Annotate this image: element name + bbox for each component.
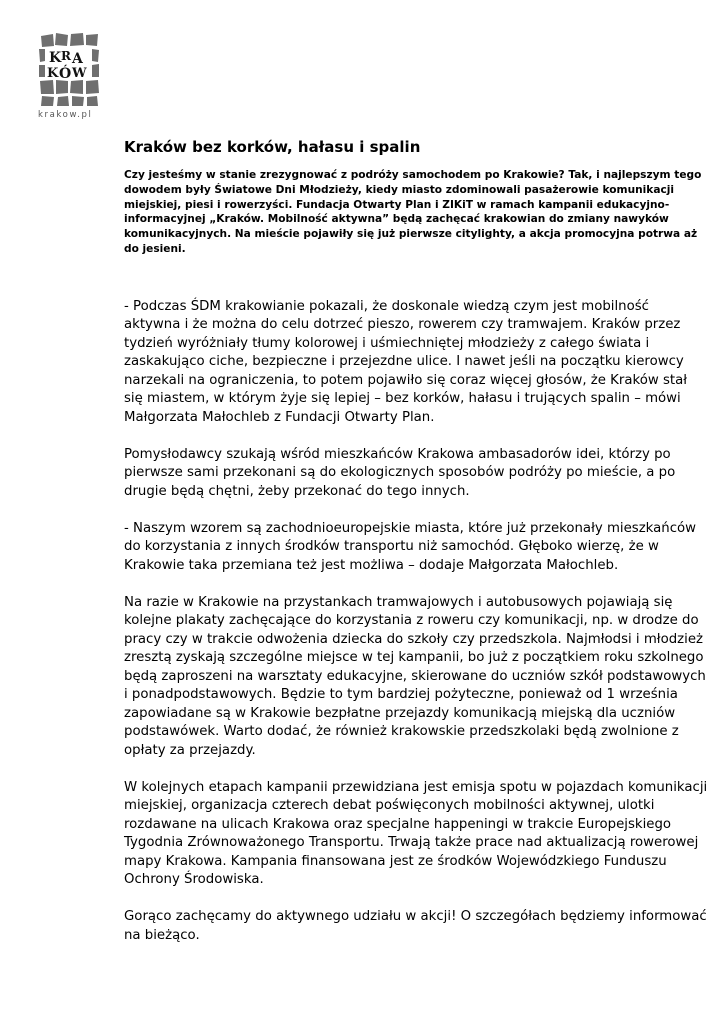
svg-text:W: W [72,66,87,81]
article-lead: Czy jesteśmy w stanie zrezygnować z podróży samochodem po Krakowie? Tak, i najlepszym tego dowodem były Światowe Dni Młodzieży, kiedy miasto zdominowali pasażerowie komunikacji miejskiej, piesi i rowerzyści. Fundacja Otwarty Plan i ZIKiT w ramach kampanii edukacyjno-informacyjnej „Kraków. Mobilność aktywna” będą zachęcać krakowian do zmiany nawyków komunikacyjnych. Na mieście pojawiły się już pierwsze citylighty, a akcja promocyjna potrwa aż do jesieni. [124,169,702,255]
krakow-logo[interactable] [38,32,96,124]
svg-text:K: K [49,50,62,66]
svg-text:K: K [47,66,59,81]
article-paragraph: Gorąco zachęcamy do aktywnego udziału w akcji! O szczegółach będziemy informować na bieżąco. [124,909,707,943]
article-paragraph: Na razie w Krakowie na przystankach tramwajowych i autobusowych pojawiają się kolejne plakaty zachęcające do korzystania z roweru czy komunikacji, np. w drodze do pracy czy w trakcie odwożenia dziecka do szkoły czy przedszkola. Najmłodsi i młodzież zresztą zyskają szczególne miejsce w tej kampanii, bo już z początkiem roku szkolnego będą zaproszeni na warsztaty edukacyjne, skierowane do uczniów szkół podstawowych i ponadpodstawowych. Będzie to tym bardziej pożyteczne, ponieważ od 1 września zapowiadane są w Krakowie bezpłatne przejazdy komunikacją miejską dla uczniów podstawówek. Warto dodać, że również krakowskie przedszkolaki będą zwolnione z opłaty za przejazdy. [124,594,706,758]
article-title: Kraków bez korków, hałasu i spalin [124,138,421,156]
svg-text:A: A [72,51,83,67]
article-paragraph: W kolejnych etapach kampanii przewidziana jest emisja spotu w pojazdach komunikacji miejskiej, organizacja czterech debat poświęconych mobilności aktywnej, ulotki rozdawane na ulicach Krakowa oraz specjalne happeningi w trakcie Europejskiego Tygodnia Zrównoważonego Transportu. Trwają także prace nad aktualizacją rowerowej mapy Krakowa. Kampania finansowana jest ze środków Wojewódzkiego Funduszu Ochrony Środowiska. [124,779,708,888]
svg-text:Ó: Ó [59,66,72,82]
article-paragraph: - Naszym wzorem są zachodnioeuropejskie miasta, które już przekonały mieszkańców do korzystania z innych środków transportu niż samochód. Głęboko wierzę, że w Krakowie taka przemiana też jest możliwa – dodaje Małgorzata Małochleb. [124,520,697,573]
article-paragraph: - Podczas ŚDM krakowianie pokazali, że doskonale wiedzą czym jest mobilność aktywna i że można do celu dotrzeć pieszo, rowerem czy tramwajem. Kraków przez tydzień wyróżniały tłumy kolorowej i uśmiechniętej młodzieży z całego świata i zaskakująco ciche, bezpieczne i przejezdne ulice. I nawet jeśli na początku kierowcy narzekali na ograniczenia, to potem pojawiło się coraz więcej głosów, że Kraków stał się miastem, w którym żyje się lepiej – bez korków, hałasu i trujących spalin – mówi Małgorzata Małochleb z Fundacji Otwarty Plan. [124,298,688,425]
krakow-logo-mark [38,32,100,110]
logo-url: krakow.pl [38,110,93,120]
svg-text:R: R [61,49,71,63]
article-paragraph: Pomysłodawcy szukają wśród mieszkańców Krakowa ambasadorów idei, którzy po pierwsze sami przekonani są do ekologicznych sposobów podróży po mieście, a po drugie będą chętni, żeby przekonać do tego innych. [124,446,676,499]
article [124,136,709,964]
